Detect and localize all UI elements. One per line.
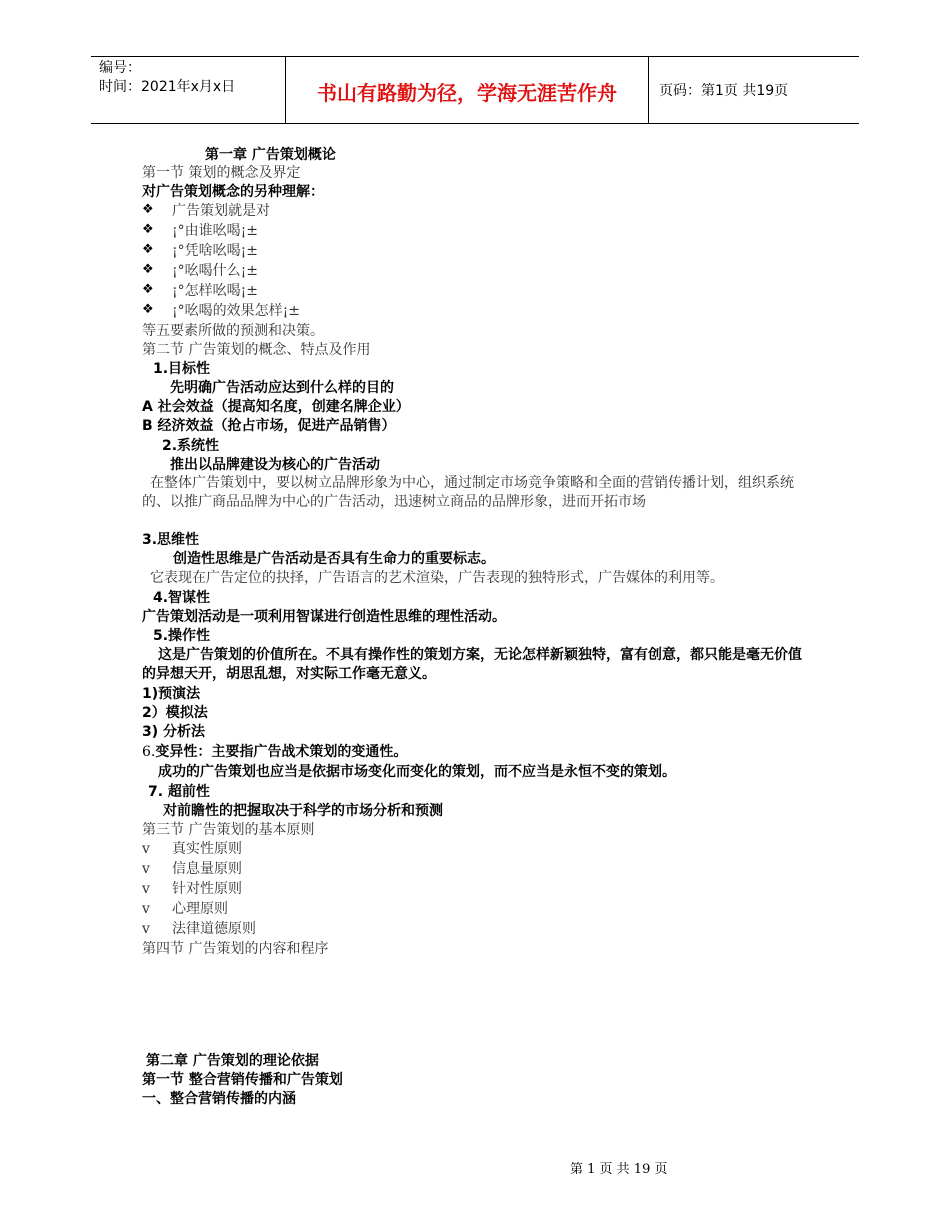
body-text: 先明确广告活动应达到什么样的目的 [170,380,394,396]
subheading [142,743,407,761]
body-text: 广告策划活动是一项利用智谋进行创造性思维的理性活动。 [142,609,506,625]
number-label: 编号： [99,60,141,76]
principle-item: 针对性原则 [172,881,242,897]
heading: 一、整合营销传播的内涵 [142,1091,296,1107]
v-bullet-icon: v [142,921,150,937]
subheading: 4.智谋性 [153,590,211,606]
diamond-bullet-icon: ❖ [142,222,154,237]
subheading: 2.系统性 [162,438,220,454]
diamond-bullet-icon: ❖ [142,202,154,217]
subheading: 7. 超前性 [148,784,210,800]
diamond-bullet-icon: ❖ [142,302,154,317]
principle-item: 信息量原则 [172,861,242,877]
bullet-text: ¡°吆喝的效果怎样¡± [172,303,300,319]
list-item: 1)预演法 [142,686,201,702]
body-text: 等五要素所做的预测和决策。 [142,323,324,339]
body-text: 它表现在广告定位的抉择，广告语言的艺术渲染，广告表现的独特形式，广告媒体的利用等。 [150,570,724,586]
chapter-title: 第二章 广告策划的理论依据 [146,1053,319,1069]
chapter-title: 第一章 广告策划概论 [205,147,336,163]
body-text: 对前瞻性的把握取决于科学的市场分析和预测 [163,803,443,819]
body-text: 推出以品牌建设为核心的广告活动 [170,457,380,473]
bullet-text: ¡°由谁吆喝¡± [172,223,258,239]
principle-item: 心理原则 [172,901,228,917]
bullet-text: ¡°怎样吆喝¡± [172,283,258,299]
time-label: 时间：2021年x月x日 [99,79,236,95]
body-paragraph: 这是广告策划的价值所在。不具有操作性的策划方案，无论怎样新颖独特，富有创意，都只能是毫无价值的异想天开，胡思乱想，对实际工作毫无意义。 [142,647,802,682]
section-title: 第一节 整合营销传播和广告策划 [142,1072,343,1088]
header-motto: 书山有路勤为径，学海无涯苦作舟 [317,81,617,105]
header-left-cell [99,59,235,97]
subheading-text: 变异性：主要指广告战术策划的变通性。 [155,744,408,760]
principle-item: 真实性原则 [172,841,242,857]
page-footer: 第 1 页 共 19 页 [570,1162,668,1177]
v-bullet-icon: v [142,901,150,917]
section-title: 第四节 广告策划的内容和程序 [142,941,329,957]
v-bullet-icon: v [142,881,150,897]
list-item: 2）模拟法 [142,705,208,721]
subheading: 1.目标性 [153,361,211,377]
body-paragraph: 在整体广告策划中，要以树立品牌形象为中心，通过制定市场竞争策略和全面的营销传播计划，组织系统的、以推广商品品牌为中心的广告活动，迅速树立商品的品牌形象，进而开拓市场 [142,475,794,510]
list-item: 3) 分析法 [142,724,206,740]
bullet-text: ¡°吆喝什么¡± [172,263,258,279]
page-header [91,56,859,124]
body-text: A 社会效益（提高知名度，创建名牌企业） [142,399,410,415]
header-divider [648,57,649,123]
body-text: 创造性思维是广告活动是否具有生命力的重要标志。 [173,551,495,567]
subheading-number: 6. [142,744,156,760]
section-title: 第三节 广告策划的基本原则 [142,822,315,838]
principle-item: 法律道德原则 [172,921,256,937]
body-text: 成功的广告策划也应当是依据市场变化而变化的策划，而不应当是永恒不变的策划。 [158,764,676,780]
section-title: 第二节 广告策划的概念、特点及作用 [142,342,371,358]
diamond-bullet-icon: ❖ [142,242,154,257]
diamond-bullet-icon: ❖ [142,282,154,297]
subheading: 3.思维性 [142,532,200,548]
v-bullet-icon: v [142,861,150,877]
section-title: 第一节 策划的概念及界定 [142,165,301,181]
subheading: 5.操作性 [153,628,211,644]
bullet-text: 广告策划就是对 [172,203,270,219]
diamond-bullet-icon: ❖ [142,262,154,277]
heading: 对广告策划概念的另种理解： [142,184,324,200]
body-text: B 经济效益（抢占市场，促进产品销售） [142,418,396,434]
v-bullet-icon: v [142,841,150,857]
header-page-info: 页码：第1页 共19页 [659,83,789,99]
bullet-text: ¡°凭啥吆喝¡± [172,243,258,259]
